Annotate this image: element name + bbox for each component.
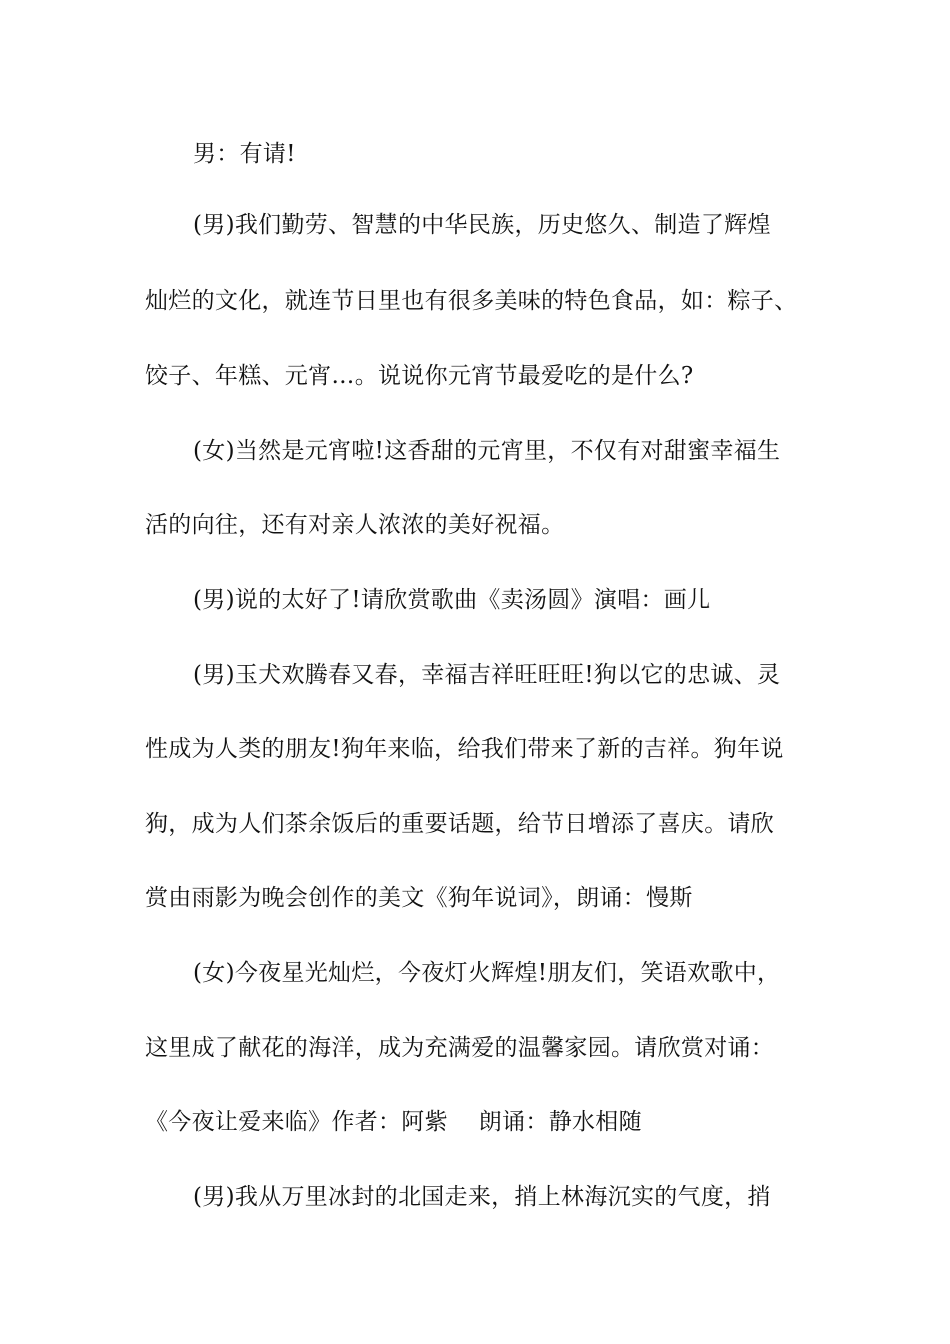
text-line: 狗，成为人们茶余饭后的重要话题，给节日增添了喜庆。请欣: [145, 811, 775, 837]
text-line: (女)今夜星光灿烂，今夜灯火辉煌!朋友们，笑语欢歌中，: [193, 960, 781, 986]
text-line: 这里成了献花的海洋，成为充满爱的温馨家园。请欣赏对诵：: [145, 1035, 775, 1061]
text-line: 《今夜让爱来临》作者：阿紫 朗诵：静水相随: [145, 1109, 642, 1135]
text-line: (男)说的太好了!请欣赏歌曲《卖汤圆》演唱：画儿: [193, 587, 711, 613]
text-line: 灿烂的文化，就连节日里也有很多美味的特色食品，如：粽子、: [145, 288, 798, 314]
text-line: (女)当然是元宵啦!这香甜的元宵里，不仅有对甜蜜幸福生: [193, 438, 781, 464]
text-line: 性成为人类的朋友!狗年来临，给我们带来了新的吉祥。狗年说: [145, 736, 784, 762]
text-line: 活的向往，还有对亲人浓浓的美好祝福。: [145, 512, 565, 538]
text-line: (男)我们勤劳、智慧的中华民族，历史悠久、制造了辉煌: [193, 212, 771, 238]
text-line: 饺子、年糕、元宵…。说说你元宵节最爱吃的是什么?: [145, 363, 694, 389]
text-line: (男)我从万里冰封的北国走来，捎上林海沉实的气度，捎: [193, 1184, 771, 1210]
text-line: (男)玉犬欢腾春又春，幸福吉祥旺旺旺!狗以它的忠诚、灵: [193, 662, 781, 688]
text-line: 赏由雨影为晚会创作的美文《狗年说词》，朗诵：慢斯: [145, 885, 693, 911]
text-line: 男：有请!: [193, 141, 296, 167]
